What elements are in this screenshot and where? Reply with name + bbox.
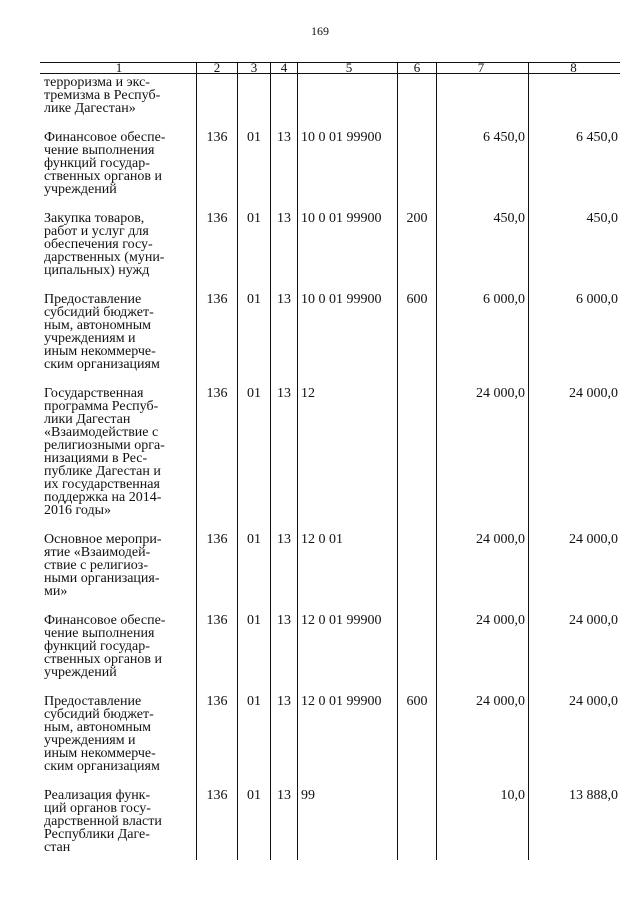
row-target-code: [298, 74, 398, 132]
row-amount-col7: 24 000,0: [437, 614, 529, 695]
row-section-code: 01: [238, 293, 271, 387]
row-name-cell: Закупка товаров, работ и услуг для обеспечения госу- дарственных (муни- ципальных) нужд: [40, 212, 197, 293]
row-admin-code: 136: [197, 533, 238, 614]
table-row: [40, 789, 620, 860]
row-target-code: 10 0 01 99900: [298, 293, 398, 387]
row-amount-col8: 24 000,0: [569, 613, 618, 628]
row-subsection-code: 13: [271, 131, 298, 212]
header-col-3: 3: [238, 63, 271, 74]
row-amount-col8: 24 000,0: [569, 694, 618, 709]
row-expense-type: [398, 74, 437, 132]
row-section-code: 01: [238, 533, 271, 614]
row-section-code: 01: [238, 695, 271, 789]
row-amount-col7: 10,0: [437, 789, 529, 860]
row-target-code: 99: [298, 789, 398, 860]
row-expense-type: [398, 387, 437, 533]
row-amount-col8: 13 888,0: [569, 788, 618, 803]
row-amount-col8: 6 000,0: [576, 292, 618, 307]
row-target-code: 12 0 01 99900: [298, 614, 398, 695]
row-amount-col7: 6 000,0: [437, 293, 529, 387]
row-amount-col7: 6 450,0: [437, 131, 529, 212]
table-row: [40, 131, 620, 212]
row-target-code: 10 0 01 99900: [298, 131, 398, 212]
row-section-code: 01: [238, 614, 271, 695]
row-amount-col7: 24 000,0: [437, 695, 529, 789]
row-subsection-code: 13: [271, 212, 298, 293]
row-expense-type: [398, 614, 437, 695]
row-name-cell: терроризма и экс- тремизма в Респуб- лике Дагестан»: [40, 74, 197, 132]
table-row: [40, 212, 620, 293]
table-row: [40, 74, 620, 132]
row-target-code: 12 0 01: [298, 533, 398, 614]
row-name-cell: Государственная программа Респуб- лики Дагестан «Взаимодействие с религиозными орга- низациями в Рес- публике Дагестан и их государственная поддержка на 2014- 2016 годы»: [40, 387, 197, 533]
row-expense-type: 600: [398, 695, 437, 789]
row-subsection-code: 13: [271, 387, 298, 533]
row-expense-type: 600: [398, 293, 437, 387]
row-section-code: [238, 74, 271, 132]
row-section-code: 01: [238, 212, 271, 293]
row-section-code: 01: [238, 131, 271, 212]
row-name-cell: Финансовое обеспе- чение выполнения функций государ- ственных органов и учреждений: [40, 614, 197, 695]
header-col-1: 1: [40, 63, 197, 74]
row-target-code: 12 0 01 99900: [298, 695, 398, 789]
row-amount-col8: 6 450,0: [576, 130, 618, 145]
row-amount-col8: [529, 74, 621, 132]
row-target-code: 12: [298, 387, 398, 533]
row-name-cell: Финансовое обеспе- чение выполнения функций государ- ственных органов и учреждений: [40, 131, 197, 212]
row-admin-code: 136: [197, 387, 238, 533]
row-target-code: 10 0 01 99900: [298, 212, 398, 293]
row-amount-col7: [437, 74, 529, 132]
row-admin-code: 136: [197, 789, 238, 860]
row-amount-col7: 24 000,0: [437, 387, 529, 533]
row-admin-code: [197, 74, 238, 132]
row-expense-type: [398, 789, 437, 860]
table-row: [40, 533, 620, 614]
row-section-code: 01: [238, 789, 271, 860]
row-subsection-code: 13: [271, 533, 298, 614]
page-number: 169: [311, 24, 329, 38]
row-subsection-code: 13: [271, 614, 298, 695]
row-expense-type: [398, 533, 437, 614]
header-col-2: 2: [197, 63, 238, 74]
table-header-row: [40, 63, 620, 74]
header-col-5: 5: [298, 63, 398, 74]
row-name-cell: Предоставление субсидий бюджет- ным, автономным учреждениям и иным некоммерче- ским организациям: [40, 293, 197, 387]
table-row: [40, 293, 620, 387]
row-amount-col7: 24 000,0: [437, 533, 529, 614]
row-subsection-code: 13: [271, 695, 298, 789]
header-col-8: 8: [529, 63, 621, 74]
row-amount-col7: 450,0: [437, 212, 529, 293]
row-expense-type: 200: [398, 212, 437, 293]
row-name-cell: Основное меропри- ятие «Взаимодей- ствие с религиоз- ными организация- ми»: [40, 533, 197, 614]
row-name-cell: Предоставление субсидий бюджет- ным, автономным учреждениям и иным некоммерче- ским организациям: [40, 695, 197, 789]
row-subsection-code: 13: [271, 293, 298, 387]
row-name-cell: Реализация функ- ций органов госу- дарственной власти Республики Даге- стан: [40, 789, 197, 860]
budget-table: [40, 62, 620, 860]
table-row: [40, 387, 620, 533]
row-expense-type: [398, 131, 437, 212]
header-col-4: 4: [271, 63, 298, 74]
row-amount-col8: 450,0: [586, 211, 618, 226]
row-admin-code: 136: [197, 131, 238, 212]
row-amount-col8: 24 000,0: [569, 386, 618, 401]
row-admin-code: 136: [197, 212, 238, 293]
table-row: [40, 614, 620, 695]
row-subsection-code: 13: [271, 789, 298, 860]
header-col-7: 7: [437, 63, 529, 74]
header-col-6: 6: [398, 63, 437, 74]
row-amount-col8: 24 000,0: [569, 532, 618, 547]
row-admin-code: 136: [197, 293, 238, 387]
row-section-code: 01: [238, 387, 271, 533]
row-subsection-code: [271, 74, 298, 132]
table-row: [40, 695, 620, 789]
row-admin-code: 136: [197, 614, 238, 695]
row-admin-code: 136: [197, 695, 238, 789]
